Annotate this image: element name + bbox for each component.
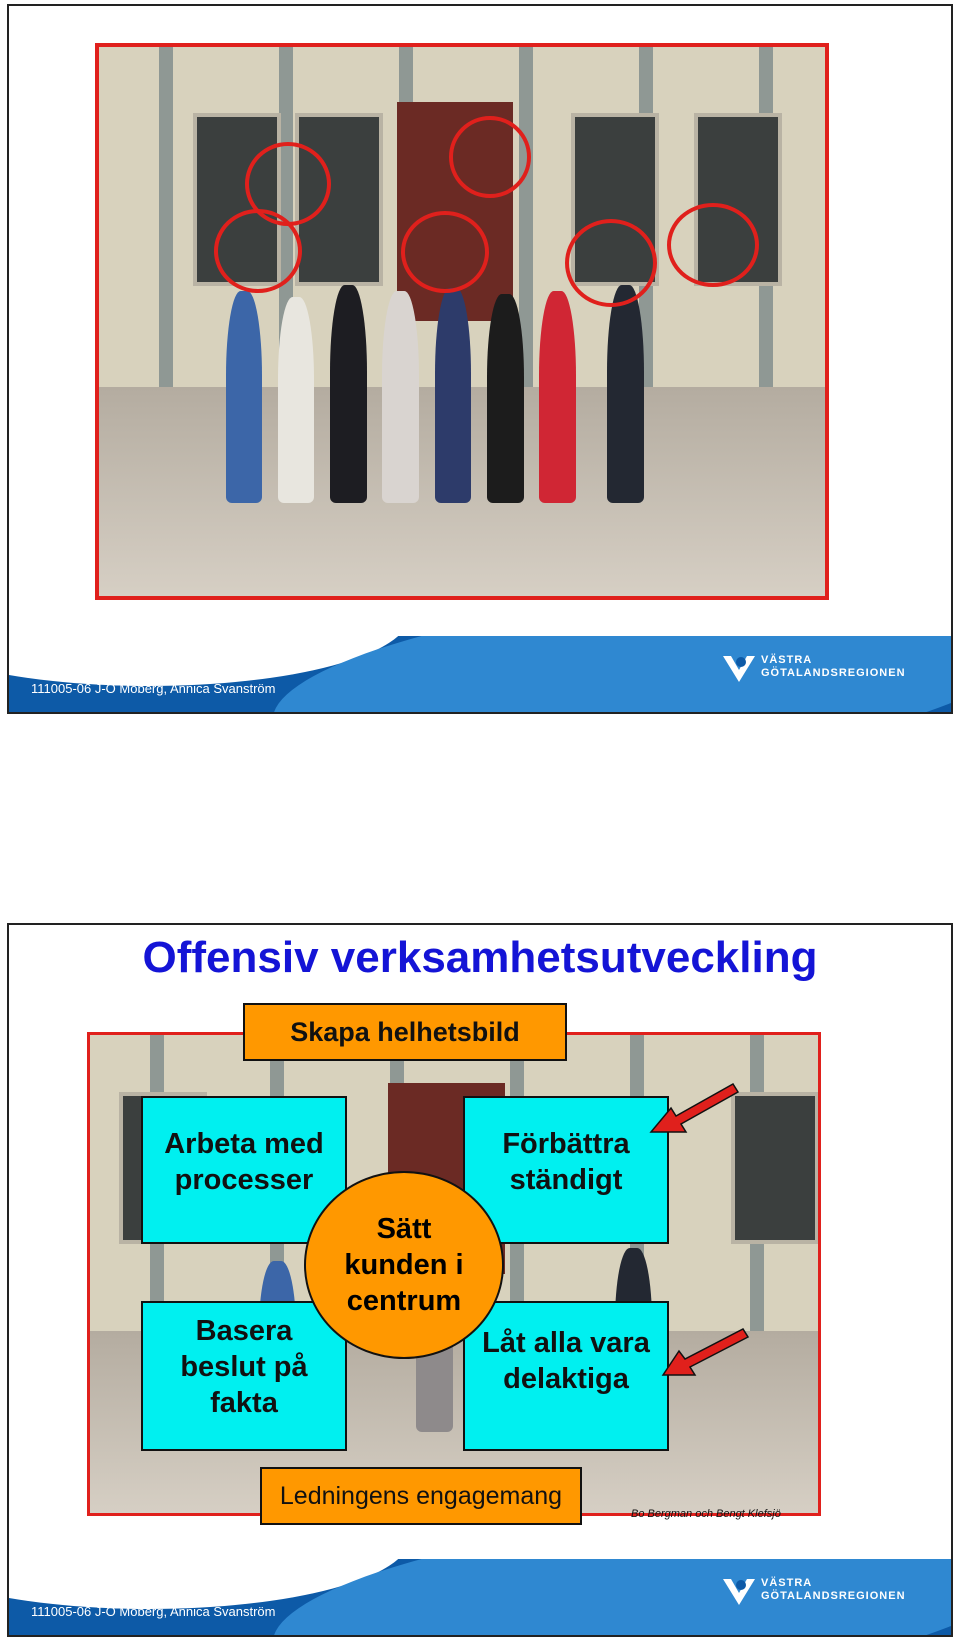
center-line: centrum [346, 1285, 462, 1317]
center-line: kunden i [344, 1249, 464, 1281]
highlight-circle [214, 209, 302, 293]
box-line: delaktiga [503, 1363, 629, 1395]
slide-2 [7, 923, 953, 1637]
vgr-logo-icon [721, 1575, 757, 1611]
highlight-circle [667, 203, 759, 287]
vgr-logo [721, 1575, 906, 1611]
box-line: beslut på [180, 1351, 308, 1383]
box-label: Skapa helhetsbild [290, 1017, 520, 1047]
credit-text: Bo Bergman och Bengt Klefsjö [631, 1508, 781, 1520]
vgr-logo [721, 652, 906, 688]
logo-line-1: VÄSTRA [761, 654, 813, 666]
box-line: Basera [195, 1315, 293, 1347]
slide-1 [7, 4, 953, 714]
box-label: Ledningens engagemang [279, 1482, 563, 1510]
box-basera-beslut [141, 1301, 347, 1451]
logo-line-2: GÖTALANDSREGIONEN [761, 1590, 906, 1602]
box-line: Arbeta med [164, 1128, 324, 1160]
highlight-circle [401, 211, 489, 293]
footer-band [9, 636, 951, 712]
box-line: Förbättra [502, 1128, 630, 1160]
logo-line-2: GÖTALANDSREGIONEN [761, 667, 906, 679]
highlight-circle [449, 116, 531, 198]
box-lat-alla-vara-delaktiga [463, 1301, 669, 1451]
highlight-circle [565, 219, 657, 307]
box-forbattra-standigt [463, 1096, 669, 1244]
center-line: Sätt [376, 1213, 432, 1245]
footer-band [9, 1559, 951, 1635]
box-line: processer [174, 1164, 314, 1196]
footer-text: 111005-06 J-O Moberg, Annica Svanström [31, 1604, 276, 1619]
red-arrow-icon [645, 1078, 741, 1144]
footer-text: 111005-06 J-O Moberg, Annica Svanström [31, 681, 276, 696]
slide-title: Offensiv verksamhetsutveckling [142, 933, 818, 982]
box-skapa-helhetsbild [243, 1003, 567, 1061]
vgr-logo-icon [721, 652, 757, 688]
box-line: Låt alla vara [482, 1327, 650, 1359]
box-ledningens-engagemang [260, 1467, 582, 1525]
box-line: fakta [210, 1387, 278, 1419]
red-arrow-icon [657, 1325, 753, 1385]
logo-line-1: VÄSTRA [761, 1577, 813, 1589]
center-circle [304, 1171, 504, 1359]
box-line: ständigt [509, 1164, 623, 1196]
